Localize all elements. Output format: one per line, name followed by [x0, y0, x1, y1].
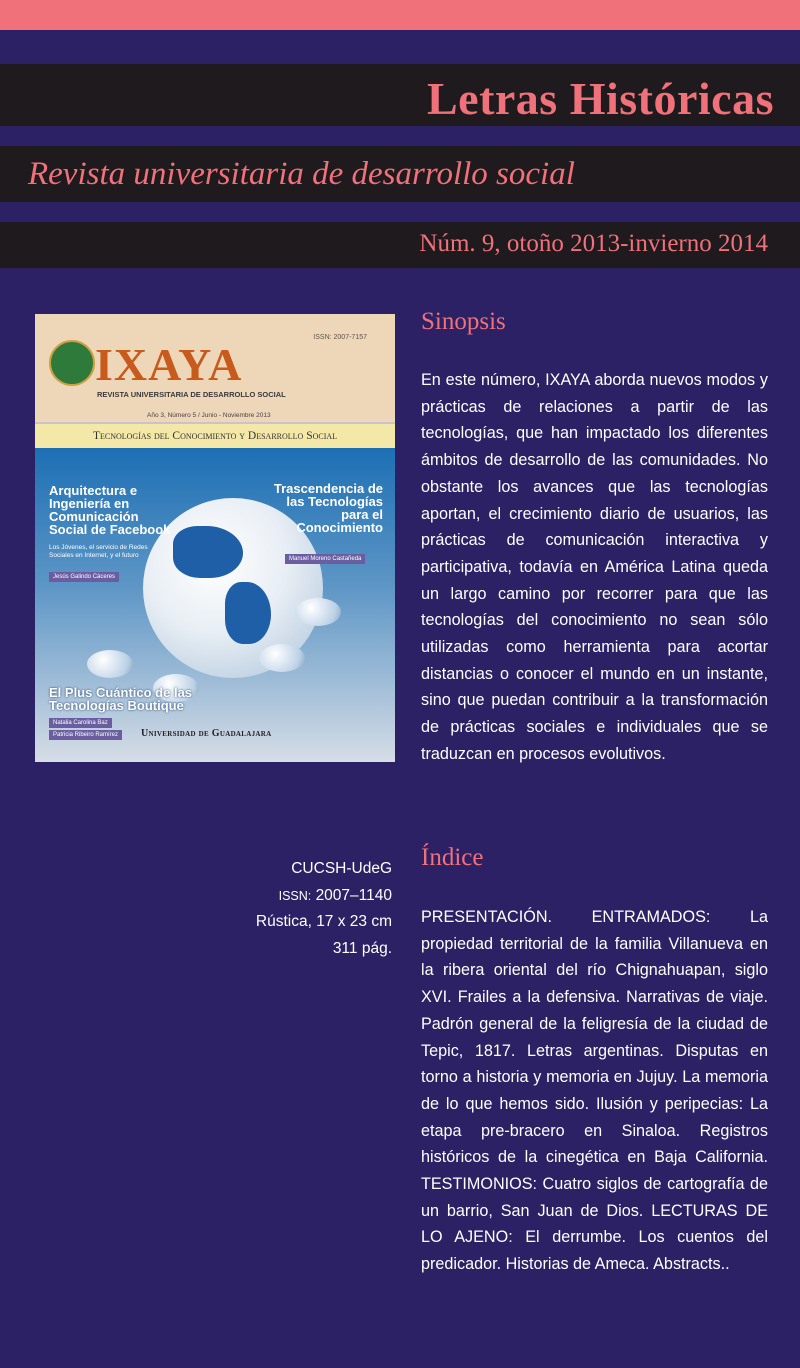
- cover-artwork: [35, 448, 395, 762]
- cover-image: [35, 314, 395, 762]
- cover-issn: ISSN: 2007-7157: [313, 334, 367, 341]
- issue-label: Núm. 9, otoño 2013-invierno 2014: [419, 230, 768, 257]
- cover-article-3: El Plus Cuántico de las Tecnologías Boutique: [49, 685, 193, 713]
- cover-date: Año 3, Número 5 / Junio - Noviembre 2013: [147, 412, 271, 419]
- indice-heading: Índice: [421, 844, 484, 871]
- sinopsis-heading: Sinopsis: [421, 308, 506, 335]
- issn-label: ISSN:: [278, 888, 312, 903]
- computer-mouse-icon: [295, 598, 341, 626]
- cover-article-1: Arquitectura e Ingeniería en Comunicación Social de Facebook: [49, 483, 171, 537]
- journal-title: Letras Históricas: [426, 73, 774, 124]
- globe-landmass: [225, 582, 271, 644]
- issn-line: [256, 883, 392, 910]
- cover-logo-icon: [49, 340, 95, 386]
- indice-text: PRESENTACIÓN. ENTRAMADOS: La propiedad territorial de la familia Villanueva en la ribera oriental del río Chignahuapan, siglo XVI. Frailes a la defensiva. Narrativas de viaje. Padrón general de la feligresía de la ciudad de Tepic, 1817. Letras argentinas. Disputas en torno a historia y memoria en Jujuy. La memoria de lo que hemos sido. Ilusión y peripecias: La etapa pre-bracero en Sinaloa. Registros históricos de la cinegética en Baja California. TESTIMONIOS: Cuatro siglos de cartografía de un barrio, San Juan de Dios. LECTURAS DE LO AJENO: El derrumbe. Los cuentos del predicador. Historias de Ameca. Abstracts..: [421, 908, 768, 1274]
- cover-article-2-author: Manuel Moreno Castañeda: [285, 554, 365, 564]
- computer-mouse-icon: [87, 650, 133, 678]
- page-count: 311 pág.: [332, 939, 392, 957]
- cover-article-1-author: Jesús Galindo Cáceres: [49, 572, 119, 582]
- cover-article-2: Trascendencia de las Tecnologías para el Conocimiento: [273, 481, 383, 535]
- cover-article-3-author-1: Natalia Carolina Baz: [49, 718, 112, 728]
- binding-format: Rústica, 17 x 23 cm: [255, 913, 392, 930]
- cover-article-3-author-2: Patricia Ribeiro Ramírez: [49, 730, 122, 740]
- globe-landmass: [173, 526, 243, 578]
- publication-details: [256, 856, 392, 962]
- cover-university: Universidad de Guadalajara: [141, 728, 272, 739]
- computer-mouse-icon: [259, 644, 305, 672]
- cover-brand: IXAYA: [95, 339, 243, 390]
- issn-value: 2007–1140: [315, 886, 392, 904]
- top-accent-band: [0, 0, 800, 30]
- cover-brand-subtitle: REVISTA UNIVERSITARIA DE DESARROLLO SOCIAL: [97, 390, 286, 399]
- sinopsis-text: En este número, IXAYA aborda nuevos modos y prácticas de relaciones a partir de las tecnologías, que han impactado los diferentes ámbitos de desarrollo de las comunidades. No obstante los avances que las tecnologías aportan, el crecimiento diario de usuarios, las prácticas de comunicación interactiva y participativa, todavía en América Latina queda un largo camino por recorrer para que las tecnologías del conocimiento no sean sólo utilizadas como herramienta para acortar distancias o conocer el mundo en un instante, sino que puedan contribuir a la transformación de prácticas sociales e individuales que se traduzcan en procesos evolutivos.: [421, 371, 768, 763]
- journal-subtitle: Revista universitaria de desarrollo social: [28, 156, 575, 192]
- publisher: CUCSH-UdeG: [291, 860, 392, 877]
- cover-theme-band: Tecnologías del Conocimiento y Desarrollo Social: [35, 424, 395, 448]
- cover-article-1-subtitle: Los Jóvenes, el servicio de Redes Sociales en Internet, y el futuro: [49, 544, 148, 559]
